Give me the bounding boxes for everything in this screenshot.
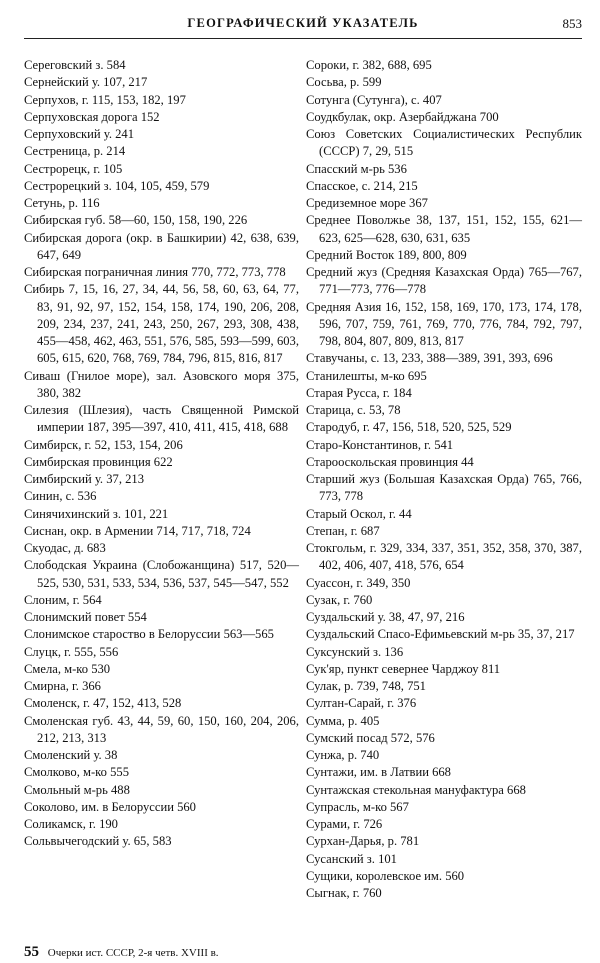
- index-entry: Слоним, г. 564: [24, 592, 102, 607]
- index-entry: Сунтажи, им. в Латвии 668: [306, 765, 451, 780]
- index-entry: Сестрорецкий з. 104, 105, 459, 579: [24, 178, 210, 193]
- index-entry: Среднее Поволжье 38, 137, 151, 152, 155, 621—623, 625—628, 630, 631, 635: [306, 213, 582, 245]
- index-entry: Сетунь, р. 116: [24, 196, 100, 210]
- index-entry: Сунжа, р. 740: [306, 748, 380, 762]
- page-footer: [24, 944, 219, 961]
- index-entry: Сернейский у. 107, 217: [24, 75, 148, 90]
- index-entry: Стародуб, г. 47, 156, 518, 520, 525, 529: [306, 420, 512, 435]
- index-entry: Суассон, г. 349, 350: [306, 575, 411, 590]
- index-entry: Старший жуз (Большая Казахская Орда) 765, 766, 773, 778: [306, 472, 582, 504]
- page-header: [24, 16, 582, 39]
- index-entry: Сузак, г. 760: [306, 592, 373, 607]
- index-entry: Скуодас, д. 683: [24, 541, 106, 555]
- index-entry: Серпуховский у. 241: [24, 127, 135, 141]
- index-entry: Суздальский у. 38, 47, 97, 216: [306, 610, 465, 624]
- index-entry: Старый Оскол, г. 44: [306, 506, 412, 521]
- index-entry: Смоленская губ. 43, 44, 59, 60, 150, 160, 204, 206, 212, 213, 313: [24, 713, 299, 745]
- index-entry: Суздальский Спасо-Ефимьевский м-рь 35, 37, 217: [306, 627, 575, 642]
- index-entry: Слободская Украина (Слобожанщина) 517, 520—525, 530, 531, 533, 534, 536, 537, 545—547, 552: [24, 558, 299, 590]
- index-entry: Средняя Азия 16, 152, 158, 169, 170, 173, 174, 178, 596, 707, 759, 761, 769, 770, 776, 784, 792, 797, 798, 804, 807, 809, 813, 817: [306, 299, 582, 348]
- index-entry: Сумский посад 572, 576: [306, 730, 435, 745]
- index-entry: Сущики, королевское им. 560: [306, 868, 465, 883]
- index-entry: Смолково, м-ко 555: [24, 765, 129, 780]
- index-entry: Серпухов, г. 115, 153, 182, 197: [24, 92, 186, 107]
- index-entry: Сиснан, окр. в Армении 714, 717, 718, 724: [24, 523, 251, 538]
- index-entry: Средиземное море 367: [306, 196, 428, 210]
- index-entry: Спасский м-рь 536: [306, 161, 407, 176]
- index-entry: Суксунский з. 136: [306, 644, 404, 659]
- signature-mark: 55: [24, 944, 39, 960]
- index-entry: Средний Восток 189, 800, 809: [306, 247, 467, 262]
- index-entry: Сибирская губ. 58—60, 150, 158, 190, 226: [24, 213, 248, 228]
- index-entry: Станилешты, м-ко 695: [306, 368, 427, 383]
- index-entry: Сиваш (Гнилое море), зал. Азовского моря 375, 380, 382: [24, 368, 299, 400]
- page-number: 853: [562, 16, 582, 31]
- index-entry: Сестрорецк, г. 105: [24, 161, 123, 176]
- index-entry: Старица, с. 53, 78: [306, 403, 401, 417]
- index-entry: Смоленск, г. 47, 152, 413, 528: [24, 696, 182, 711]
- index-entry: Союз Советских Социалистических Республик (СССР) 7, 29, 515: [306, 127, 582, 159]
- index-entry: Соколово, им. в Белоруссии 560: [24, 799, 196, 814]
- index-entry: Сестреница, р. 214: [24, 144, 126, 159]
- index-entry: Смольный м-рь 488: [24, 782, 130, 797]
- index-entry: Сумма, р. 405: [306, 713, 380, 728]
- index-entry: Слуцк, г. 555, 556: [24, 644, 119, 659]
- index-entry: Смирна, г. 366: [24, 679, 101, 693]
- index-column-left: [24, 57, 299, 851]
- index-entry: Сороки, г. 382, 688, 695: [306, 58, 432, 72]
- index-entry: Слонимский повет 554: [24, 610, 147, 624]
- index-entry: Султан-Сарай, г. 376: [306, 696, 417, 711]
- index-entry: Симбирская провинция 622: [24, 454, 173, 469]
- index-entry: Синячихинский з. 101, 221: [24, 506, 169, 521]
- index-entry: Сибирская пограничная линия 770, 772, 773, 778: [24, 265, 286, 279]
- index-entry: Симбирский у. 37, 213: [24, 472, 145, 486]
- index-entry: Супрасль, м-ко 567: [306, 799, 409, 814]
- index-entry: Смоленский у. 38: [24, 748, 118, 762]
- index-entry: Сурами, г. 726: [306, 817, 383, 831]
- index-entry: Стокгольм, г. 329, 334, 337, 351, 352, 358, 370, 387, 402, 406, 407, 418, 576, 654: [306, 541, 582, 573]
- index-entry: Спасское, с. 214, 215: [306, 178, 418, 193]
- index-entry: Сибирская дорога (окр. в Башкирии) 42, 638, 639, 647, 649: [24, 230, 299, 262]
- running-title: ГЕОГРАФИЧЕСКИЙ УКАЗАТЕЛЬ: [187, 16, 419, 30]
- index-entry: Силезия (Шлезия), часть Священной Римской империи 187, 395—397, 410, 411, 415, 418, 688: [24, 403, 299, 435]
- index-entry: Сунтажская стекольная мануфактура 668: [306, 782, 526, 797]
- index-entry: Соудкбулак, окр. Азербайджана 700: [306, 109, 499, 124]
- index-entry: Сук'яр, пункт севернее Чарджоу 811: [306, 661, 501, 676]
- index-entry: Слонимское староство в Белоруссии 563—565: [24, 627, 274, 642]
- index-entry: Смела, м-ко 530: [24, 661, 111, 676]
- index-entry: Ставучаны, с. 13, 233, 388—389, 391, 393, 696: [306, 351, 553, 366]
- index-entry: Старая Русса, г. 184: [306, 385, 412, 400]
- index-entry: Сольвычегодский у. 65, 583: [24, 834, 172, 849]
- index-entry: Сибирь 7, 15, 16, 27, 34, 44, 56, 58, 60, 63, 64, 77, 83, 91, 92, 97, 152, 154, 158, 174, 190, 206, 208, 209, 234, 237, 241, 243, 250, 267, 293, 308, 438, 455—458, 462, 463, 551, 576, 585, 593—599, 603, 605, 615, 620, 768, 769, 784, 796, 815, 816, 817: [24, 282, 299, 366]
- index-entry: Сусанский з. 101: [306, 851, 397, 866]
- index-entry: Средний жуз (Средняя Казахская Орда) 765—767, 771—773, 776—778: [306, 265, 582, 297]
- index-entry: Синин, с. 536: [24, 489, 97, 504]
- index-column-right: [306, 57, 582, 902]
- index-entry: Сотунга (Сутунга), с. 407: [306, 92, 442, 107]
- index-entry: Симбирск, г. 52, 153, 154, 206: [24, 437, 183, 452]
- index-entry: Сулак, р. 739, 748, 751: [306, 679, 426, 693]
- index-entry: Сереговский з. 584: [24, 58, 126, 72]
- index-entry: Серпуховская дорога 152: [24, 109, 160, 124]
- index-entry: Старо-Константинов, г. 541: [306, 437, 454, 452]
- index-entry: Сыгнак, г. 760: [306, 886, 382, 900]
- index-entry: Старооскольская провинция 44: [306, 454, 474, 469]
- index-entry: Степан, г. 687: [306, 523, 380, 538]
- index-entry: Соликамск, г. 190: [24, 817, 118, 831]
- index-entry: Сосьва, р. 599: [306, 75, 382, 90]
- footer-text: Очерки ист. СССР, 2-я четв. XVIII в.: [47, 947, 219, 959]
- index-entry: Сурхан-Дарья, р. 781: [306, 834, 420, 849]
